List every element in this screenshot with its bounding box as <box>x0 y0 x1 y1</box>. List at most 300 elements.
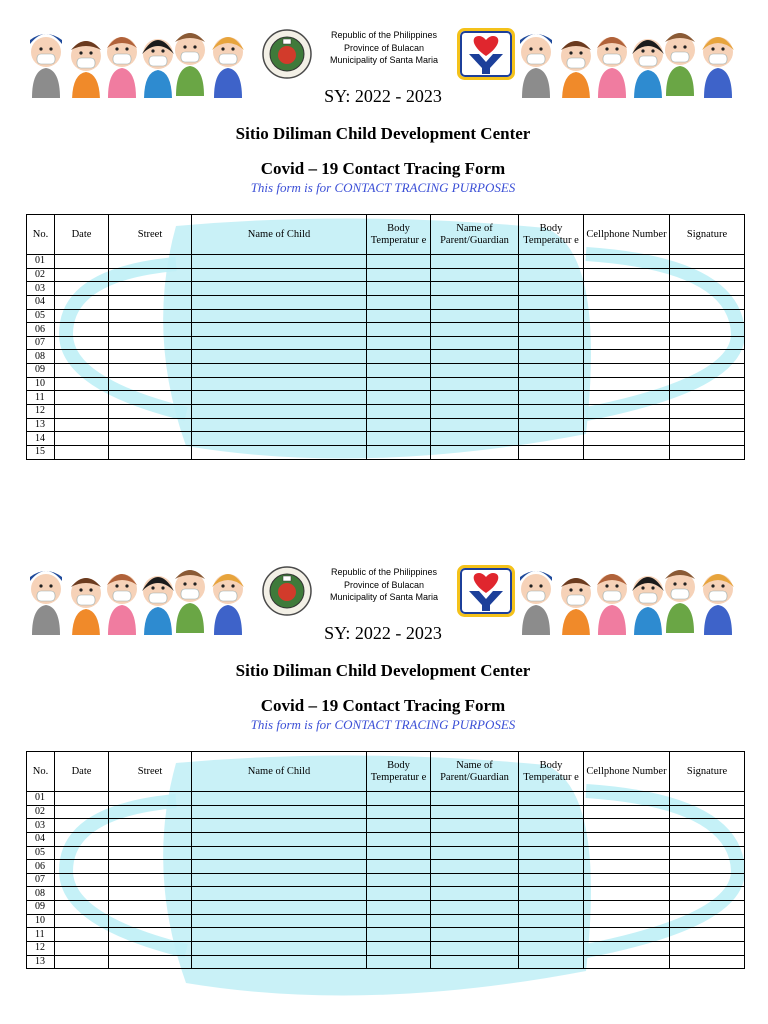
school-year: SY: 2022 - 2023 <box>324 623 442 643</box>
entry-cell[interactable] <box>670 350 745 364</box>
gov-line-republic: Republic of the Philippines <box>330 30 438 40</box>
entry-cell[interactable] <box>519 805 584 819</box>
entry-cell[interactable] <box>367 282 431 296</box>
entry-cell[interactable] <box>431 914 519 928</box>
entry-cell[interactable] <box>55 860 109 874</box>
entry-cell[interactable] <box>55 418 109 432</box>
table-row <box>27 873 745 887</box>
table-row <box>27 268 745 282</box>
center-name: Sitio Diliman Child Development Center <box>235 661 531 680</box>
entry-cell[interactable] <box>55 268 109 282</box>
government-header <box>320 29 448 67</box>
entry-cell[interactable] <box>109 928 192 942</box>
col-signature: Signature <box>670 752 745 792</box>
entry-cell[interactable] <box>584 901 670 915</box>
row-number: 07 <box>27 873 55 887</box>
entry-cell[interactable] <box>192 819 367 833</box>
entry-cell[interactable] <box>584 805 670 819</box>
entry-cell[interactable] <box>670 955 745 969</box>
entry-cell[interactable] <box>367 846 431 860</box>
table-body <box>27 792 745 969</box>
entry-cell[interactable] <box>55 432 109 446</box>
entry-cell[interactable] <box>670 873 745 887</box>
col-name-of-child: Name of Child <box>192 752 367 792</box>
entry-cell[interactable] <box>55 846 109 860</box>
school-year: SY: 2022 - 2023 <box>324 86 442 106</box>
entry-cell[interactable] <box>367 887 431 901</box>
entry-cell[interactable] <box>109 282 192 296</box>
entry-cell[interactable] <box>584 846 670 860</box>
row-number: 07 <box>27 336 55 350</box>
table-row <box>27 336 745 350</box>
entry-cell[interactable] <box>584 364 670 378</box>
entry-cell[interactable] <box>431 445 519 459</box>
entry-cell[interactable] <box>431 832 519 846</box>
table-row <box>27 928 745 942</box>
entry-cell[interactable] <box>55 832 109 846</box>
contact-tracing-form-2 <box>0 537 768 1007</box>
entry-cell[interactable] <box>192 846 367 860</box>
entry-cell[interactable] <box>584 350 670 364</box>
col-name-of-child: Name of Child <box>192 215 367 255</box>
entry-cell[interactable] <box>192 901 367 915</box>
municipal-seal-icon <box>262 29 312 79</box>
entry-cell[interactable] <box>192 268 367 282</box>
row-number: 03 <box>27 282 55 296</box>
entry-cell[interactable] <box>584 955 670 969</box>
entry-cell[interactable] <box>431 846 519 860</box>
entry-cell[interactable] <box>109 832 192 846</box>
gov-line-republic: Republic of the Philippines <box>330 567 438 577</box>
entry-cell[interactable] <box>519 832 584 846</box>
entry-cell[interactable] <box>431 391 519 405</box>
entry-cell[interactable] <box>670 860 745 874</box>
entry-cell[interactable] <box>192 405 367 419</box>
center-name: Sitio Diliman Child Development Center <box>235 124 531 143</box>
entry-cell[interactable] <box>192 928 367 942</box>
entry-cell[interactable] <box>367 364 431 378</box>
entry-cell[interactable] <box>670 887 745 901</box>
entry-cell[interactable] <box>55 255 109 269</box>
entry-cell[interactable] <box>367 432 431 446</box>
entry-cell[interactable] <box>55 914 109 928</box>
entry-cell[interactable] <box>431 323 519 337</box>
entry-cell[interactable] <box>670 295 745 309</box>
entry-cell[interactable] <box>584 377 670 391</box>
table-header-row <box>27 752 745 792</box>
entry-cell[interactable] <box>519 792 584 806</box>
entry-cell[interactable] <box>192 887 367 901</box>
entry-cell[interactable] <box>109 887 192 901</box>
entry-cell[interactable] <box>519 873 584 887</box>
entry-cell[interactable] <box>109 846 192 860</box>
dswd-logo-icon <box>457 28 515 80</box>
entry-cell[interactable] <box>192 445 367 459</box>
entry-cell[interactable] <box>431 336 519 350</box>
entry-cell[interactable] <box>519 819 584 833</box>
entry-cell[interactable] <box>584 942 670 956</box>
entry-cell[interactable] <box>519 914 584 928</box>
col-body-temp-child: Body Temperatur e <box>367 215 431 255</box>
entry-cell[interactable] <box>367 255 431 269</box>
entry-cell[interactable] <box>584 914 670 928</box>
purpose-note: This form is for CONTACT TRACING PURPOSES <box>250 717 516 732</box>
entry-cell[interactable] <box>55 445 109 459</box>
entry-cell[interactable] <box>109 350 192 364</box>
entry-cell[interactable] <box>192 350 367 364</box>
entry-cell[interactable] <box>670 377 745 391</box>
entry-cell[interactable] <box>367 350 431 364</box>
entry-cell[interactable] <box>109 792 192 806</box>
table-header-row <box>27 215 745 255</box>
row-number: 10 <box>27 377 55 391</box>
entry-cell[interactable] <box>431 928 519 942</box>
entry-cell[interactable] <box>55 405 109 419</box>
entry-cell[interactable] <box>670 309 745 323</box>
entry-cell[interactable] <box>431 282 519 296</box>
entry-cell[interactable] <box>109 432 192 446</box>
entry-cell[interactable] <box>367 873 431 887</box>
entry-cell[interactable] <box>109 377 192 391</box>
entry-cell[interactable] <box>431 364 519 378</box>
entry-cell[interactable] <box>192 364 367 378</box>
entry-cell[interactable] <box>519 860 584 874</box>
entry-cell[interactable] <box>584 832 670 846</box>
entry-cell[interactable] <box>670 901 745 915</box>
col-cellphone: Cellphone Number <box>584 752 670 792</box>
row-number: 08 <box>27 887 55 901</box>
entry-cell[interactable] <box>367 955 431 969</box>
entry-cell[interactable] <box>431 350 519 364</box>
col-parent-guardian: Name of Parent/Guardian <box>431 215 519 255</box>
entry-cell[interactable] <box>109 309 192 323</box>
entry-cell[interactable] <box>431 819 519 833</box>
entry-cell[interactable] <box>55 887 109 901</box>
entry-cell[interactable] <box>431 942 519 956</box>
entry-cell[interactable] <box>519 391 584 405</box>
entry-cell[interactable] <box>367 268 431 282</box>
row-number: 02 <box>27 268 55 282</box>
col-no: No. <box>27 752 55 792</box>
entry-cell[interactable] <box>431 418 519 432</box>
entry-cell[interactable] <box>431 873 519 887</box>
entry-cell[interactable] <box>55 819 109 833</box>
entry-cell[interactable] <box>519 323 584 337</box>
entry-cell[interactable] <box>431 901 519 915</box>
purpose-note: This form is for CONTACT TRACING PURPOSES <box>250 180 516 195</box>
entry-cell[interactable] <box>670 268 745 282</box>
contact-tracing-table-wrap <box>26 751 744 969</box>
entry-cell[interactable] <box>670 819 745 833</box>
entry-cell[interactable] <box>670 405 745 419</box>
entry-cell[interactable] <box>55 323 109 337</box>
entry-cell[interactable] <box>670 418 745 432</box>
table-row <box>27 418 745 432</box>
form-title: Covid – 19 Contact Tracing Form <box>260 696 506 715</box>
entry-cell[interactable] <box>367 445 431 459</box>
entry-cell[interactable] <box>109 942 192 956</box>
table-row <box>27 255 745 269</box>
row-number: 09 <box>27 364 55 378</box>
entry-cell[interactable] <box>584 309 670 323</box>
contact-tracing-table <box>26 214 745 460</box>
entry-cell[interactable] <box>519 405 584 419</box>
entry-cell[interactable] <box>670 255 745 269</box>
entry-cell[interactable] <box>670 928 745 942</box>
entry-cell[interactable] <box>670 942 745 956</box>
entry-cell[interactable] <box>192 377 367 391</box>
entry-cell[interactable] <box>584 295 670 309</box>
entry-cell[interactable] <box>109 445 192 459</box>
entry-cell[interactable] <box>519 887 584 901</box>
entry-cell[interactable] <box>192 295 367 309</box>
entry-cell[interactable] <box>670 832 745 846</box>
entry-cell[interactable] <box>670 432 745 446</box>
table-row <box>27 364 745 378</box>
entry-cell[interactable] <box>431 955 519 969</box>
entry-cell[interactable] <box>519 350 584 364</box>
entry-cell[interactable] <box>192 309 367 323</box>
table-row <box>27 282 745 296</box>
entry-cell[interactable] <box>367 928 431 942</box>
entry-cell[interactable] <box>431 887 519 901</box>
entry-cell[interactable] <box>109 364 192 378</box>
entry-cell[interactable] <box>192 255 367 269</box>
municipal-seal-icon <box>262 566 312 616</box>
entry-cell[interactable] <box>670 323 745 337</box>
entry-cell[interactable] <box>192 336 367 350</box>
entry-cell[interactable] <box>109 391 192 405</box>
entry-cell[interactable] <box>584 268 670 282</box>
entry-cell[interactable] <box>109 955 192 969</box>
entry-cell[interactable] <box>109 901 192 915</box>
entry-cell[interactable] <box>367 323 431 337</box>
gov-line-province: Province of Bulacan <box>343 579 425 590</box>
table-row <box>27 792 745 806</box>
entry-cell[interactable] <box>109 860 192 874</box>
entry-cell[interactable] <box>367 860 431 874</box>
entry-cell[interactable] <box>519 846 584 860</box>
entry-cell[interactable] <box>519 901 584 915</box>
entry-cell[interactable] <box>192 432 367 446</box>
entry-cell[interactable] <box>584 255 670 269</box>
entry-cell[interactable] <box>55 336 109 350</box>
entry-cell[interactable] <box>55 391 109 405</box>
row-number: 01 <box>27 255 55 269</box>
entry-cell[interactable] <box>192 860 367 874</box>
entry-cell[interactable] <box>192 792 367 806</box>
col-cellphone: Cellphone Number <box>584 215 670 255</box>
entry-cell[interactable] <box>584 282 670 296</box>
row-number: 10 <box>27 914 55 928</box>
entry-cell[interactable] <box>367 942 431 956</box>
entry-cell[interactable] <box>55 350 109 364</box>
row-number: 09 <box>27 901 55 915</box>
entry-cell[interactable] <box>519 942 584 956</box>
entry-cell[interactable] <box>670 336 745 350</box>
entry-cell[interactable] <box>584 391 670 405</box>
col-no: No. <box>27 215 55 255</box>
entry-cell[interactable] <box>584 445 670 459</box>
entry-cell[interactable] <box>431 432 519 446</box>
row-number: 08 <box>27 350 55 364</box>
col-parent-guardian: Name of Parent/Guardian <box>431 752 519 792</box>
table-body <box>27 255 745 460</box>
entry-cell[interactable] <box>584 819 670 833</box>
entry-cell[interactable] <box>367 295 431 309</box>
entry-cell[interactable] <box>367 914 431 928</box>
col-date: Date <box>55 752 109 792</box>
row-number: 15 <box>27 445 55 459</box>
entry-cell[interactable] <box>192 832 367 846</box>
entry-cell[interactable] <box>519 418 584 432</box>
row-number: 01 <box>27 792 55 806</box>
entry-cell[interactable] <box>109 819 192 833</box>
entry-cell[interactable] <box>192 914 367 928</box>
entry-cell[interactable] <box>55 309 109 323</box>
row-number: 05 <box>27 846 55 860</box>
entry-cell[interactable] <box>55 873 109 887</box>
entry-cell[interactable] <box>670 391 745 405</box>
table-row <box>27 887 745 901</box>
entry-cell[interactable] <box>431 309 519 323</box>
entry-cell[interactable] <box>670 792 745 806</box>
table-row <box>27 914 745 928</box>
entry-cell[interactable] <box>670 914 745 928</box>
table-row <box>27 323 745 337</box>
entry-cell[interactable] <box>584 792 670 806</box>
entry-cell[interactable] <box>670 846 745 860</box>
entry-cell[interactable] <box>670 282 745 296</box>
entry-cell[interactable] <box>670 364 745 378</box>
entry-cell[interactable] <box>192 873 367 887</box>
entry-cell[interactable] <box>367 391 431 405</box>
entry-cell[interactable] <box>367 377 431 391</box>
entry-cell[interactable] <box>367 805 431 819</box>
entry-cell[interactable] <box>192 323 367 337</box>
entry-cell[interactable] <box>519 928 584 942</box>
entry-cell[interactable] <box>109 873 192 887</box>
entry-cell[interactable] <box>367 819 431 833</box>
entry-cell[interactable] <box>55 805 109 819</box>
entry-cell[interactable] <box>431 377 519 391</box>
entry-cell[interactable] <box>519 364 584 378</box>
entry-cell[interactable] <box>109 418 192 432</box>
entry-cell[interactable] <box>367 309 431 323</box>
row-number: 11 <box>27 391 55 405</box>
entry-cell[interactable] <box>367 901 431 915</box>
entry-cell[interactable] <box>431 792 519 806</box>
entry-cell[interactable] <box>192 391 367 405</box>
entry-cell[interactable] <box>670 805 745 819</box>
entry-cell[interactable] <box>367 405 431 419</box>
row-number: 04 <box>27 832 55 846</box>
entry-cell[interactable] <box>109 805 192 819</box>
entry-cell[interactable] <box>55 295 109 309</box>
col-body-temp-parent: Body Temperatur e <box>519 215 584 255</box>
entry-cell[interactable] <box>55 282 109 296</box>
entry-cell[interactable] <box>109 295 192 309</box>
entry-cell[interactable] <box>584 873 670 887</box>
entry-cell[interactable] <box>519 432 584 446</box>
entry-cell[interactable] <box>431 405 519 419</box>
entry-cell[interactable] <box>519 445 584 459</box>
entry-cell[interactable] <box>431 295 519 309</box>
row-number: 11 <box>27 928 55 942</box>
entry-cell[interactable] <box>55 377 109 391</box>
entry-cell[interactable] <box>431 805 519 819</box>
row-number: 05 <box>27 309 55 323</box>
entry-cell[interactable] <box>519 377 584 391</box>
entry-cell[interactable] <box>519 955 584 969</box>
entry-cell[interactable] <box>367 832 431 846</box>
entry-cell[interactable] <box>519 255 584 269</box>
entry-cell[interactable] <box>431 255 519 269</box>
entry-cell[interactable] <box>192 282 367 296</box>
col-body-temp-child: Body Temperatur e <box>367 752 431 792</box>
entry-cell[interactable] <box>584 336 670 350</box>
entry-cell[interactable] <box>55 364 109 378</box>
entry-cell[interactable] <box>519 282 584 296</box>
entry-cell[interactable] <box>109 914 192 928</box>
row-number: 13 <box>27 418 55 432</box>
entry-cell[interactable] <box>584 323 670 337</box>
entry-cell[interactable] <box>367 792 431 806</box>
contact-tracing-form-1 <box>0 0 768 470</box>
entry-cell[interactable] <box>192 418 367 432</box>
entry-cell[interactable] <box>431 860 519 874</box>
entry-cell[interactable] <box>584 418 670 432</box>
entry-cell[interactable] <box>584 928 670 942</box>
entry-cell[interactable] <box>367 336 431 350</box>
entry-cell[interactable] <box>109 336 192 350</box>
entry-cell[interactable] <box>55 942 109 956</box>
col-date: Date <box>55 215 109 255</box>
entry-cell[interactable] <box>109 323 192 337</box>
row-number: 13 <box>27 955 55 969</box>
entry-cell[interactable] <box>55 901 109 915</box>
entry-cell[interactable] <box>584 887 670 901</box>
contact-tracing-table <box>26 751 745 969</box>
entry-cell[interactable] <box>519 309 584 323</box>
entry-cell[interactable] <box>109 405 192 419</box>
table-row <box>27 445 745 459</box>
row-number: 06 <box>27 323 55 337</box>
entry-cell[interactable] <box>519 336 584 350</box>
entry-cell[interactable] <box>55 928 109 942</box>
table-row <box>27 405 745 419</box>
entry-cell[interactable] <box>192 942 367 956</box>
entry-cell[interactable] <box>192 805 367 819</box>
entry-cell[interactable] <box>109 255 192 269</box>
entry-cell[interactable] <box>519 268 584 282</box>
entry-cell[interactable] <box>55 955 109 969</box>
entry-cell[interactable] <box>584 860 670 874</box>
table-row <box>27 942 745 956</box>
entry-cell[interactable] <box>192 955 367 969</box>
entry-cell[interactable] <box>670 445 745 459</box>
dswd-logo-icon <box>457 565 515 617</box>
entry-cell[interactable] <box>584 405 670 419</box>
table-row <box>27 350 745 364</box>
table-row <box>27 391 745 405</box>
entry-cell[interactable] <box>109 268 192 282</box>
entry-cell[interactable] <box>367 418 431 432</box>
entry-cell[interactable] <box>55 792 109 806</box>
entry-cell[interactable] <box>519 295 584 309</box>
entry-cell[interactable] <box>584 432 670 446</box>
entry-cell[interactable] <box>431 268 519 282</box>
